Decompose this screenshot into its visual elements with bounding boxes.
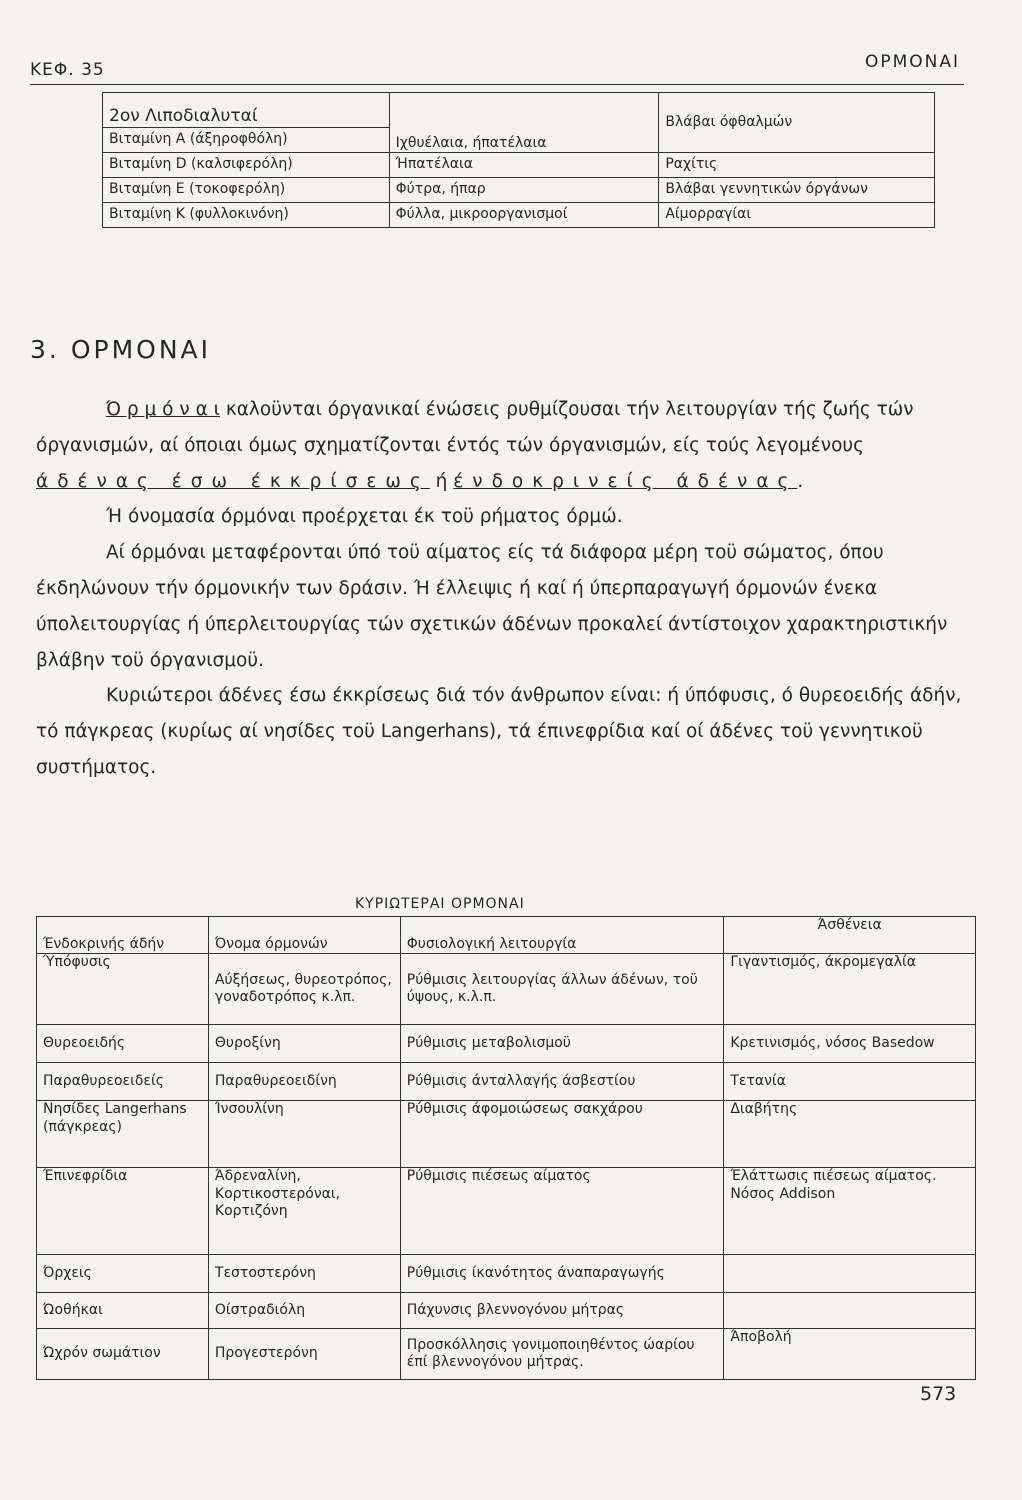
table-cell: Ρύθμισις ίκανότητος άναπαραγωγής bbox=[400, 1255, 724, 1293]
table-cell: Βιταμίνη Ε (τοκοφερόλη) bbox=[103, 178, 390, 203]
hormone-table bbox=[36, 916, 976, 1380]
table-cell: Όρχεις bbox=[37, 1255, 209, 1293]
table-cell: Ρύθμισις πιέσεως αίματος bbox=[400, 1168, 724, 1255]
table-cell: Ρύθμισις άφομοιώσεως σακχάρου bbox=[400, 1101, 724, 1168]
term-endocrine: άδένας έσω έκκρίσεως bbox=[36, 470, 430, 492]
table-row bbox=[37, 1025, 976, 1063]
table-cell: Ραχίτις bbox=[659, 153, 935, 178]
table-cell: Βιταμίνη D (καλσιφερόλη) bbox=[103, 153, 390, 178]
table-cell: Παραθυρεοειδείς bbox=[37, 1063, 209, 1101]
table-header-row bbox=[37, 917, 976, 954]
table-cell: Έπινεφρίδια bbox=[37, 1168, 209, 1255]
paragraph: Κυριώτεροι άδένες έσω έκκρίσεως διά τόν άνθρωπον είναι: ή ύπόφυσις, ό θυρεοειδής άδήν, τό πάγκρεας (κυρίως αί νησίδες τοϋ Langerhans), τά έπινεφρίδια καί οί άδένες τοϋ γεννητικοϋ συστήματος. bbox=[36, 685, 962, 778]
paragraph: Αί όρμόναι μεταφέρονται ύπό τοϋ αίματος είς τά διάφορα μέρη τοϋ σώματος, όπου έκδηλώνουν τήν όρμονικήν των δράσιν. Ή έλλειψις ή καί ή ύπερπαραγωγή όρμονών ένεκα ύπολειτουργίας ή ύπερλειτουργίας τών σχετικών άδένων προκαλεί άντίστοιχον χαρακτηριστικήν βλάβην τοϋ όργανισμοϋ. bbox=[36, 542, 948, 671]
table-cell: Οίστραδιόλη bbox=[208, 1293, 400, 1329]
table-cell: Φύτρα, ήπαρ bbox=[389, 178, 659, 203]
table-cell bbox=[724, 1255, 976, 1293]
table-cell: Διαβήτης bbox=[724, 1101, 976, 1168]
table-cell: Παραθυρεοειδίνη bbox=[208, 1063, 400, 1101]
column-header: Φυσιολογική λειτουργία bbox=[400, 917, 724, 954]
column-header: Άσθένεια bbox=[724, 917, 976, 954]
section-number: 3. bbox=[30, 335, 60, 364]
table-row bbox=[103, 178, 935, 203]
table-cell: Βιταμίνη Α (άξηροφθόλη) bbox=[103, 128, 390, 153]
table-title: ΚΥΡΙΩΤΕΡΑΙ ΟΡΜΟΝΑΙ bbox=[355, 896, 525, 912]
table-cell: Τετανία bbox=[724, 1063, 976, 1101]
table-row bbox=[103, 153, 935, 178]
table-row bbox=[37, 954, 976, 1025]
table-cell: Ρύθμισις λειτουργίας άλλων άδένων, τοϋ ύψους, κ.λ.π. bbox=[400, 954, 724, 1025]
table-cell: Νησίδες Langerhans (πάγκρεας) bbox=[37, 1101, 209, 1168]
table-cell: Φύλλα, μικροοργανισμοί bbox=[389, 203, 659, 228]
chapter-label: ΚΕΦ. 35 bbox=[30, 60, 105, 80]
table-row bbox=[37, 1255, 976, 1293]
table-cell: Ίνσουλίνη bbox=[208, 1101, 400, 1168]
vitamin-table bbox=[102, 92, 935, 228]
table-cell: Προγεστερόνη bbox=[208, 1329, 400, 1380]
table-row bbox=[37, 1293, 976, 1329]
table-row bbox=[37, 1168, 976, 1255]
table-cell: Θυρεοειδής bbox=[37, 1025, 209, 1063]
table-cell: Τεστοστερόνη bbox=[208, 1255, 400, 1293]
table-cell: Θυροξίνη bbox=[208, 1025, 400, 1063]
body-text bbox=[36, 392, 976, 786]
table-cell: Άποβολή bbox=[724, 1329, 976, 1380]
running-title: ΟΡΜΟΝΑΙ bbox=[864, 52, 960, 72]
column-header: Ένδοκρινής άδήν bbox=[37, 917, 209, 954]
table-cell: Ρύθμισις άνταλλαγής άσβεστίου bbox=[400, 1063, 724, 1101]
table-cell: Ρύθμισις μεταβολισμοϋ bbox=[400, 1025, 724, 1063]
table-cell: Ύπόφυσις bbox=[37, 954, 209, 1025]
table-heading: 2ον Λιποδιαλυταί bbox=[103, 93, 390, 128]
table-cell: Κρετινισμός, νόσος Basedow bbox=[724, 1025, 976, 1063]
table-cell: Γιγαντισμός, άκρομεγαλία bbox=[724, 954, 976, 1025]
table-cell: Ώοθήκαι bbox=[37, 1293, 209, 1329]
term-endocrine-glands: ένδοκρινείς άδένας bbox=[453, 470, 798, 492]
table-cell: Έλάττωσις πιέσεως αίματος. Νόσος Addison bbox=[724, 1168, 976, 1255]
section-name: ΟΡΜΟΝΑΙ bbox=[70, 335, 211, 364]
table-cell: Προσκόλλησις γονιμοποιηθέντος ώαρίου έπί βλεννογόνου μήτρας. bbox=[400, 1329, 724, 1380]
table-row bbox=[37, 1329, 976, 1380]
paragraph-text: καλοϋνται όργανικαί ένώσεις ρυθμίζουσαι τήν λειτουργίαν τής ζωής τών όργανισμών, αί όποιαι όμως σχηματίζονται έντός τών όργανισμών, είς τούς λεγομένους bbox=[36, 399, 914, 456]
paragraph bbox=[36, 392, 976, 499]
section-title bbox=[30, 335, 211, 364]
term-hormones: Ό ρ μ ό ν α ι bbox=[106, 399, 220, 420]
column-header: Όνομα όρμονών bbox=[208, 917, 400, 954]
table-row bbox=[103, 203, 935, 228]
table-cell: Ιχθυέλαια, ήπατέλαια bbox=[389, 93, 659, 153]
header-rule bbox=[30, 84, 964, 85]
table-row bbox=[37, 1101, 976, 1168]
table-cell: Ώχρόν σωμάτιον bbox=[37, 1329, 209, 1380]
table-cell: Αίμορραγίαι bbox=[659, 203, 935, 228]
table-cell bbox=[724, 1293, 976, 1329]
table-row bbox=[37, 1063, 976, 1101]
table-cell: Βλάβαι γεννητικών όργάνων bbox=[659, 178, 935, 203]
paragraph-text: ή bbox=[435, 470, 448, 492]
page-number: 573 bbox=[920, 1383, 957, 1405]
table-row bbox=[103, 93, 935, 128]
table-cell: Πάχυνσις βλεννογόνου μήτρας bbox=[400, 1293, 724, 1329]
table-cell: Βιταμίνη Κ (φυλλοκινόνη) bbox=[103, 203, 390, 228]
paragraph: Ή όνομασία όρμόναι προέρχεται έκ τοϋ ρήματος όρμώ. bbox=[106, 506, 623, 528]
table-cell: Άδρεναλίνη, Κορτικοστερόναι, Κορτιζόνη bbox=[208, 1168, 400, 1255]
table-cell: Αύξήσεως, θυρεοτρόπος, γοναδοτρόπος κ.λπ. bbox=[208, 954, 400, 1025]
table-cell: Βλάβαι όφθαλμών bbox=[659, 93, 935, 153]
paragraph-end: . bbox=[797, 470, 804, 492]
table-cell: Ήπατέλαια bbox=[389, 153, 659, 178]
